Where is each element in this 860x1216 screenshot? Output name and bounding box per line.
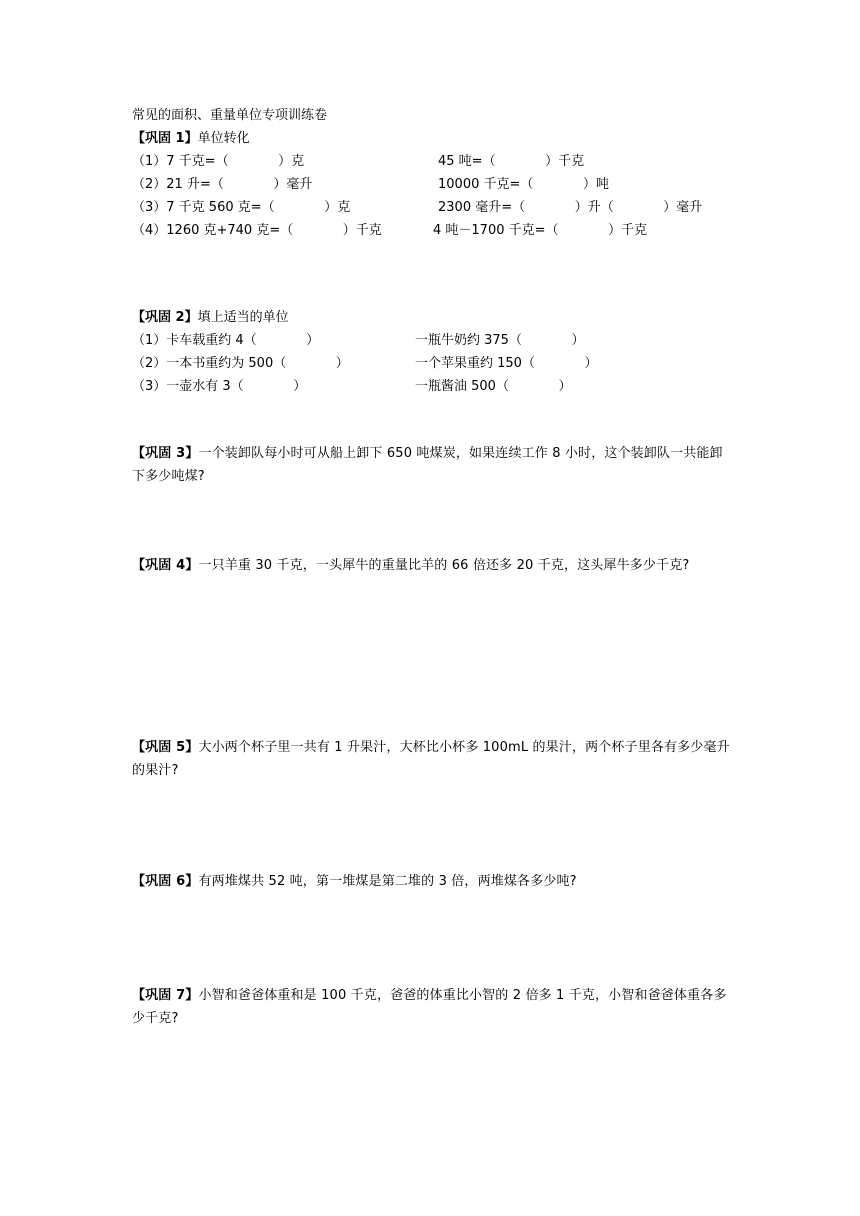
exercise-left: （2）一本书重约为 500（ ） (132, 356, 349, 371)
exercise-row (132, 150, 732, 173)
exercise-right: 2300 毫升=（ ）升（ ）毫升 (438, 200, 703, 215)
question-tag: 【巩固 5】 (132, 740, 199, 755)
exercise-row (132, 329, 732, 352)
section-1-heading-text: 单位转化 (197, 131, 250, 146)
question-tag: 【巩固 7】 (132, 988, 199, 1003)
question-5 (132, 736, 732, 782)
section-2-tag: 【巩固 2】 (132, 310, 198, 325)
section-2-block (132, 306, 732, 398)
section-2-heading-text: 填上适当的单位 (197, 310, 289, 325)
question-3 (132, 442, 732, 488)
exercise-left: （1）卡车载重约 4（ ） (132, 333, 320, 348)
exercise-left: （3）7 千克 560 克=（ ）克 (132, 200, 351, 215)
exercise-row (132, 219, 732, 242)
section-1-block (132, 104, 732, 242)
question-text: 小智和爸爸体重和是 100 千克，爸爸的体重比小智的 2 倍多 1 千克，小智和爸爸体重各多少千克? (132, 988, 727, 1026)
question-tag: 【巩固 6】 (132, 874, 199, 889)
question-text: 一个装卸队每小时可从船上卸下 650 吨煤炭，如果连续工作 8 小时，这个装卸队一共能卸下多少吨煤? (132, 446, 723, 484)
question-6 (132, 870, 732, 893)
question-tag: 【巩固 3】 (132, 446, 199, 461)
question-7 (132, 984, 732, 1030)
exercise-left: （3）一壶水有 3（ ） (132, 379, 307, 394)
exercise-left: （1）7 千克=（ ）克 (132, 154, 305, 169)
exercise-row (132, 196, 732, 219)
question-4 (132, 554, 732, 577)
question-text: 大小两个杯子里一共有 1 升果汁，大杯比小杯多 100mL 的果汁，两个杯子里各有多少毫升的果汁? (132, 740, 730, 778)
exercise-right: 一瓶酱油 500（ ） (415, 379, 572, 394)
page-title: 常见的面积、重量单位专项训练卷 (132, 108, 328, 123)
exercise-row (132, 173, 732, 196)
section-1-tag: 【巩固 1】 (132, 131, 198, 146)
exercise-left: （2）21 升=（ ）毫升 (132, 177, 313, 192)
exercise-row (132, 352, 732, 375)
question-text: 一只羊重 30 千克，一头犀牛的重量比羊的 66 倍还多 20 千克，这头犀牛多少千克? (198, 558, 690, 573)
section-1-heading (132, 127, 732, 150)
exercise-row (132, 375, 732, 398)
exercise-right: 一瓶牛奶约 375（ ） (415, 333, 585, 348)
exercise-right: 45 吨=（ ）千克 (438, 154, 585, 169)
exercise-left: （4）1260 克+740 克=（ ）千克 (132, 223, 382, 238)
section-2-heading (132, 306, 732, 329)
question-text: 有两堆煤共 52 吨，第一堆煤是第二堆的 3 倍，两堆煤各多少吨? (198, 874, 577, 889)
exercise-right: 一个苹果重约 150（ ） (415, 356, 598, 371)
exercise-right: 10000 千克=（ ）吨 (438, 177, 609, 192)
exercise-right: 4 吨－1700 千克=（ ）千克 (433, 223, 648, 238)
question-tag: 【巩固 4】 (132, 558, 199, 573)
